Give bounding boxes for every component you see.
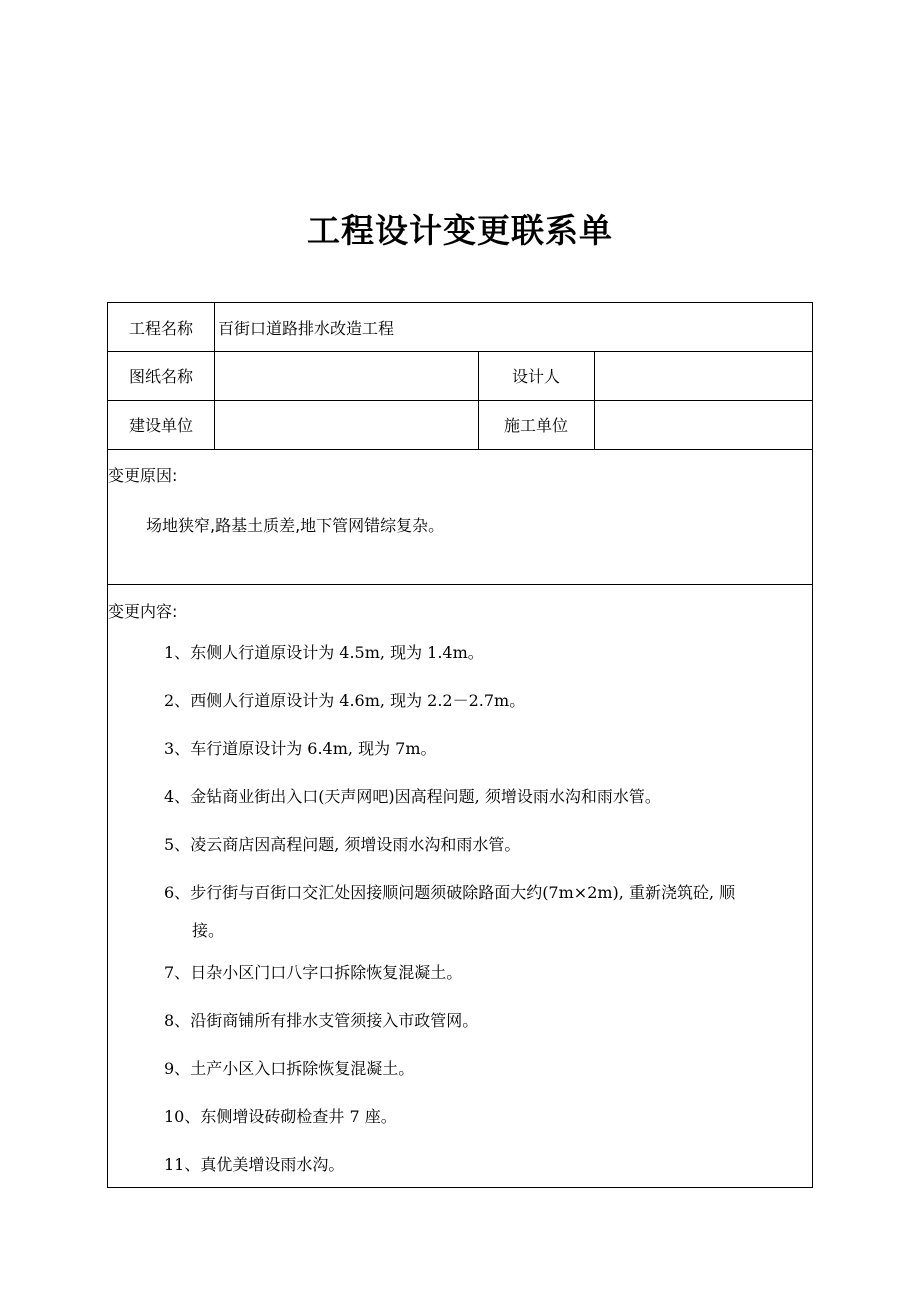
designer-label: 设计人 <box>511 367 560 386</box>
item-number: 4、 <box>164 787 191 806</box>
item-number: 3、 <box>164 739 191 758</box>
item-text: 土产小区入口拆除恢复混凝土。 <box>190 1059 415 1078</box>
item-text: 东侧人行道原设计为 4.5m, 现为 1.4m。 <box>190 643 484 662</box>
item-text: 凌云商店因高程问题, 须增设雨水沟和雨水管。 <box>190 835 521 854</box>
item-text: 真优美增设雨水沟。 <box>200 1155 345 1174</box>
list-item <box>164 737 808 761</box>
item-number: 9、 <box>164 1059 191 1078</box>
column-divider <box>594 351 595 449</box>
item-number: 8、 <box>164 1011 191 1030</box>
owner-label: 建设单位 <box>128 416 193 435</box>
item-number: 6、 <box>164 883 191 902</box>
item-number: 11、 <box>164 1155 201 1174</box>
change-reason-label: 变更原因: <box>108 466 178 485</box>
list-item <box>164 1057 808 1081</box>
item-text: 西侧人行道原设计为 4.6m, 现为 2.2－2.7m。 <box>190 691 526 710</box>
row-divider <box>108 584 812 585</box>
drawing-name-label: 图纸名称 <box>128 367 193 386</box>
project-name-label: 工程名称 <box>128 318 193 338</box>
drawing-name-value[interactable] <box>218 351 474 400</box>
item-text: 东侧增设砖砌检查井 7 座。 <box>200 1107 397 1126</box>
contractor-value[interactable] <box>598 400 808 449</box>
row-divider <box>108 449 812 450</box>
item-text: 金钻商业街出入口(天声网吧)因高程问题, 须增设雨水沟和雨水管。 <box>190 787 661 806</box>
document-title: 工程设计变更联系单 <box>307 211 613 250</box>
item-text: 车行道原设计为 6.4m, 现为 7m。 <box>190 739 437 758</box>
list-item <box>164 1009 808 1033</box>
list-item <box>164 833 808 857</box>
list-item <box>164 785 808 809</box>
item-text: 步行街与百街口交汇处因接顺问题须破除路面大约(7m×2m), 重新浇筑砼, 顺 <box>190 883 736 902</box>
designer-value[interactable] <box>598 351 808 400</box>
item-text-continuation: 接。 <box>192 921 225 940</box>
list-item <box>164 1153 808 1177</box>
list-item <box>164 881 808 943</box>
list-item <box>164 641 808 665</box>
item-number: 10、 <box>164 1107 201 1126</box>
item-number: 5、 <box>164 835 191 854</box>
column-divider <box>214 303 215 449</box>
list-item <box>164 689 808 713</box>
item-text: 沿街商铺所有排水支管须接入市政管网。 <box>190 1011 479 1030</box>
list-item <box>164 1105 808 1129</box>
item-number: 2、 <box>164 691 191 710</box>
project-name-value[interactable]: 百街口道路排水改造工程 <box>218 318 395 338</box>
change-content-label: 变更内容: <box>108 602 178 621</box>
item-number: 1、 <box>164 643 191 662</box>
owner-value[interactable] <box>218 400 474 449</box>
change-form <box>107 302 813 1188</box>
contractor-label: 施工单位 <box>503 416 568 435</box>
list-item <box>164 961 808 985</box>
item-text: 日杂小区门口八字口拆除恢复混凝土。 <box>190 963 463 982</box>
item-number: 7、 <box>164 963 191 982</box>
change-reason-text: 场地狭窄,路基土质差,地下管网错综复杂。 <box>146 516 445 535</box>
